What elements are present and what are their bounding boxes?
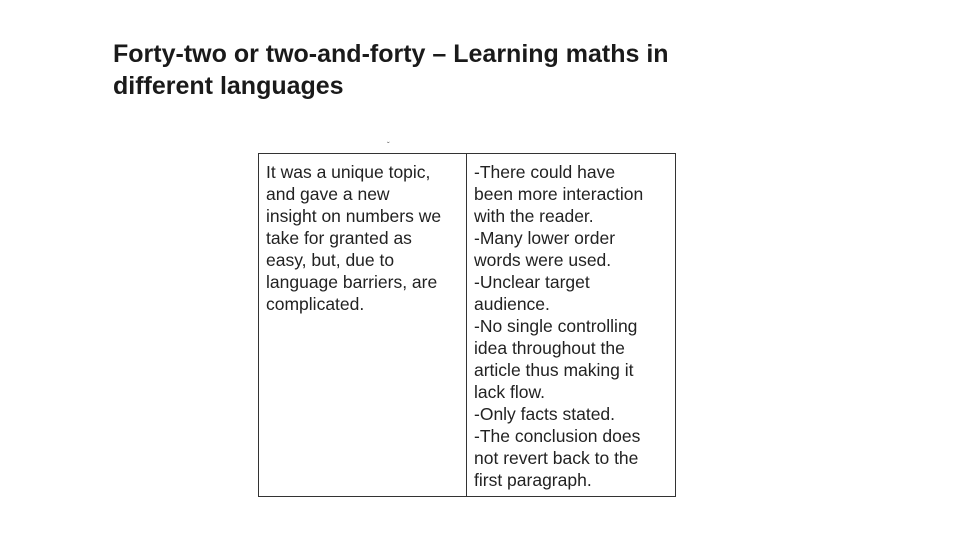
strengths-line: language barriers, are: [266, 272, 438, 292]
weaknesses-line: -Only facts stated.: [474, 404, 616, 424]
weaknesses-line: words were used.: [474, 250, 612, 270]
weaknesses-line: audience.: [474, 294, 550, 314]
strengths-line: and gave a new: [266, 184, 390, 204]
tick-mark: ˇ: [387, 141, 390, 150]
weaknesses-line: idea throughout the: [474, 338, 625, 358]
table-row: [259, 154, 676, 497]
weaknesses-line: been more interaction: [474, 184, 644, 204]
strengths-line: It was a unique topic,: [266, 162, 431, 182]
strengths-line: complicated.: [266, 294, 365, 314]
weaknesses-line: -Unclear target: [474, 272, 590, 292]
strengths-line: easy, but, due to: [266, 250, 395, 270]
weaknesses-line: -The conclusion does: [474, 426, 641, 446]
weaknesses-line: -No single controlling: [474, 316, 638, 336]
weaknesses-line: -Many lower order: [474, 228, 616, 248]
weaknesses-cell: [467, 154, 676, 497]
weaknesses-line: with the reader.: [474, 206, 594, 226]
weaknesses-line: -There could have: [474, 162, 616, 182]
strengths-cell: [259, 154, 467, 497]
weaknesses-line: article thus making it: [474, 360, 634, 380]
feedback-table: [258, 153, 676, 497]
weaknesses-line: first paragraph.: [474, 470, 592, 490]
weaknesses-line: not revert back to the: [474, 448, 639, 468]
slide-title: [113, 38, 833, 102]
slide-title-line-1: Forty-two or two-and-forty – Learning maths in: [113, 40, 669, 68]
strengths-line: insight on numbers we: [266, 206, 442, 226]
strengths-line: take for granted as: [266, 228, 412, 248]
weaknesses-line: lack flow.: [474, 382, 545, 402]
slide-title-line-2: different languages: [113, 72, 344, 100]
